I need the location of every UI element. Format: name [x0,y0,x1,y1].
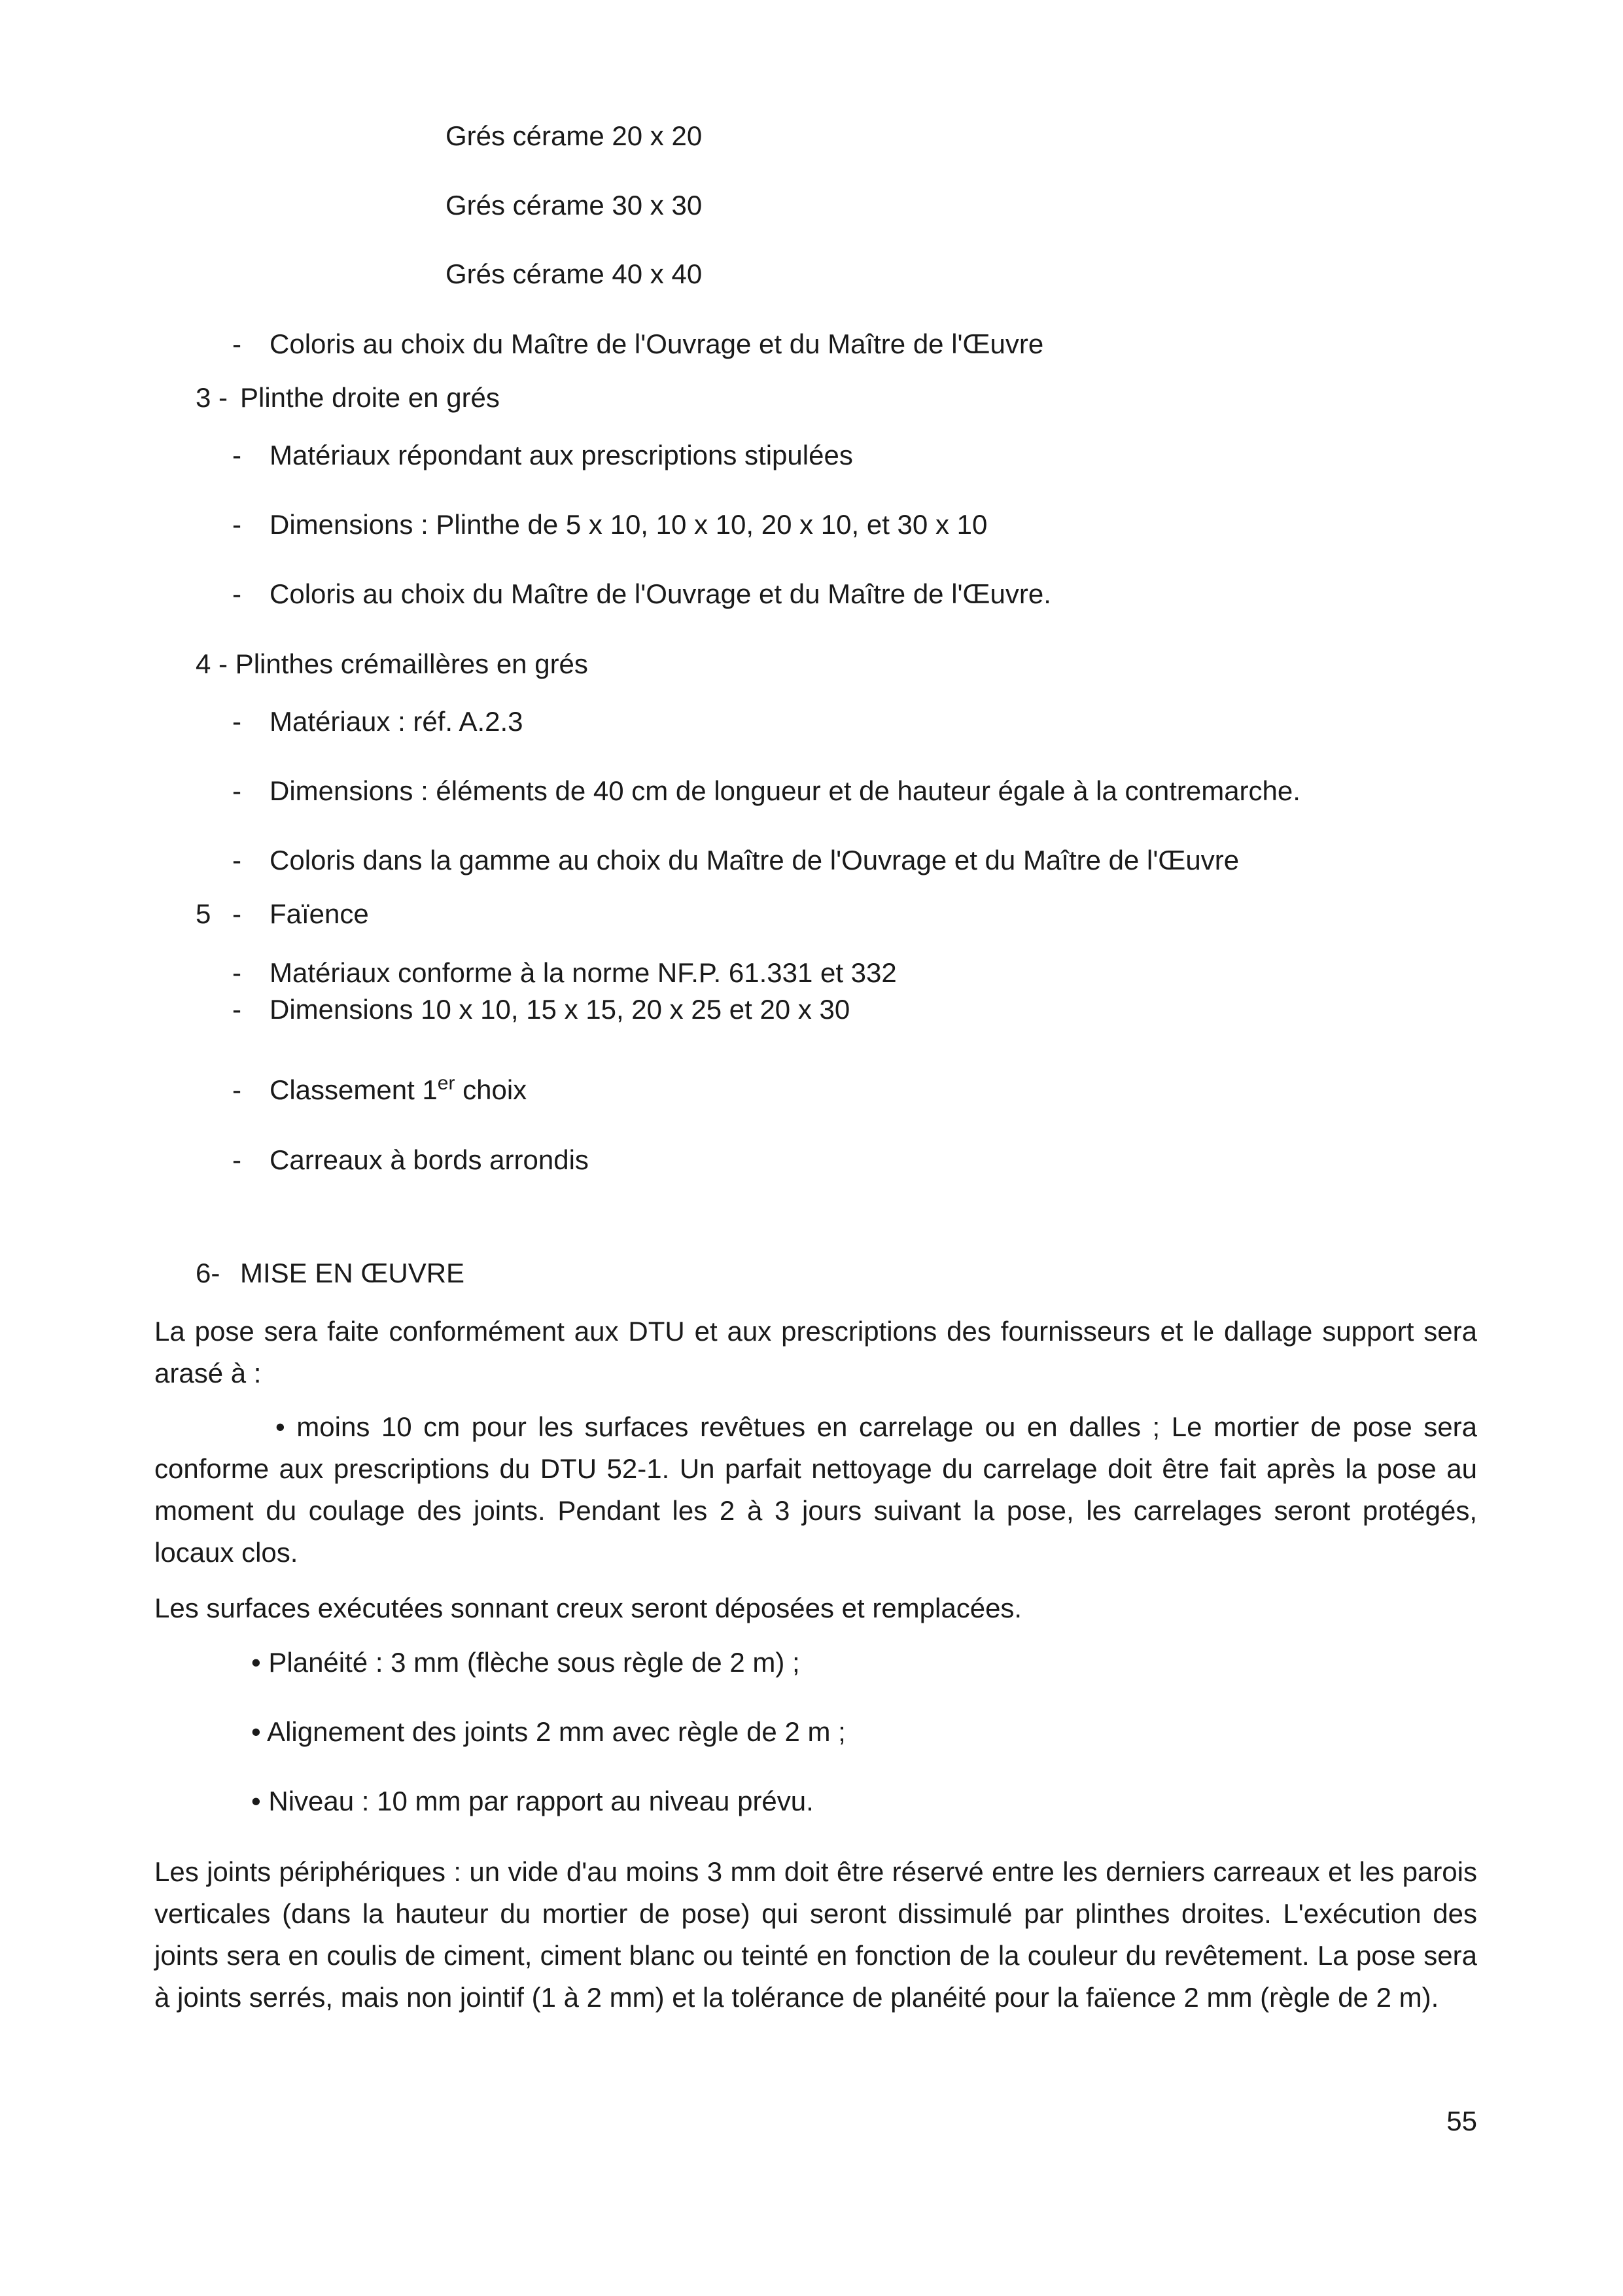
section4-item-3: Coloris dans la gamme au choix du Maître de l'Ouvrage et du Maître de l'Œuvre [270,845,1240,875]
list-dash: - [232,578,241,609]
bullet-planeite: • Planéité : 3 mm (flèche sous règle de 2 m) ; [251,1647,800,1678]
bullet-alignement: • Alignement des joints 2 mm avec règle de 2 m ; [251,1716,846,1747]
section3-number: 3 - [196,382,228,413]
section5-classement [270,1073,527,1107]
list-dash: - [232,706,241,737]
classement-superscript: er [437,1072,455,1094]
section3-item-3: Coloris au choix du Maître de l'Ouvrage et du Maître de l'Œuvre. [270,578,1051,609]
section6-title: MISE EN ŒUVRE [240,1258,465,1288]
list-dash: - [232,775,241,806]
list-dash: - [232,1144,241,1175]
gres-item-2: Grés cérame 30 x 30 [445,190,703,221]
page-number: 55 [1446,2106,1477,2136]
section6-paragraph-2: • moins 10 cm pour les surfaces revêtues en carrelage ou en dalles ; Le mortier de pose sera conforme aux prescriptions du DTU 52-1. Un parfait nettoyage du carrelage doit être fait après la pose au moment du coulage des joints. Pendant les 2 à 3 jours suivant la pose, les carrelages seront protégés, locaux clos. [154,1411,1477,1568]
list-dash: - [232,1074,241,1105]
section4-item-2: Dimensions : éléments de 40 cm de longueur et de hauteur égale à la contremarche. [270,775,1300,806]
section6-paragraph-3: Les surfaces exécutées sonnant creux seront déposées et remplacées. [154,1593,1022,1623]
list-dash: - [232,845,241,875]
section4-item-1: Matériaux : réf. A.2.3 [270,706,523,737]
gres-item-1: Grés cérame 20 x 20 [445,120,703,151]
bullet-niveau: • Niveau : 10 mm par rapport au niveau prévu. [251,1786,814,1816]
section3-item-1: Matériaux répondant aux prescriptions stipulées [270,440,853,470]
classement-text: Classement 1 [270,1074,438,1105]
section5-dash: - [232,898,241,929]
section5-carreaux: Carreaux à bords arrondis [270,1144,589,1175]
section6-paragraph-4: Les joints périphériques : un vide d'au moins 3 mm doit être réservé entre les derniers carreaux et les parois verticales (dans la hauteur du mortier de pose) qui seront dissimulé par plinthes droites. L'exécution des joints sera en coulis de ciment, ciment blanc ou teinté en fonction de la couleur du revêtement. La pose sera à joints serrés, mais non jointif (1 à 2 mm) et la tolérance de planéité pour la faïence 2 mm (règle de 2 m). [154,1856,1477,2013]
section5-title: Faïence [270,898,369,929]
section5-item-1: Matériaux conforme à la norme NF.P. 61.331 et 332 [270,957,897,988]
section5-number: 5 [196,898,211,929]
section5-item-2: Dimensions 10 x 10, 15 x 15, 20 x 25 et 20 x 30 [270,994,850,1025]
list-dash: - [232,509,241,540]
classement-choix: choix [455,1074,527,1105]
list-dash: - [232,440,241,470]
list-dash: - [232,957,241,988]
coloris-top: Coloris au choix du Maître de l'Ouvrage et du Maître de l'Œuvre [270,328,1044,359]
gres-item-3: Grés cérame 40 x 40 [445,258,703,289]
section3-item-2: Dimensions : Plinthe de 5 x 10, 10 x 10, 20 x 10, et 30 x 10 [270,509,988,540]
list-dash: - [232,328,241,359]
list-dash: - [232,994,241,1025]
section4-heading: 4 - Plinthes crémaillères en grés [196,648,588,679]
section6-paragraph-1: La pose sera faite conformément aux DTU et aux prescriptions des fournisseurs et le dallage support sera arasé à : [154,1316,1477,1388]
section6-number: 6- [196,1258,220,1288]
section3-title: Plinthe droite en grés [240,382,500,413]
